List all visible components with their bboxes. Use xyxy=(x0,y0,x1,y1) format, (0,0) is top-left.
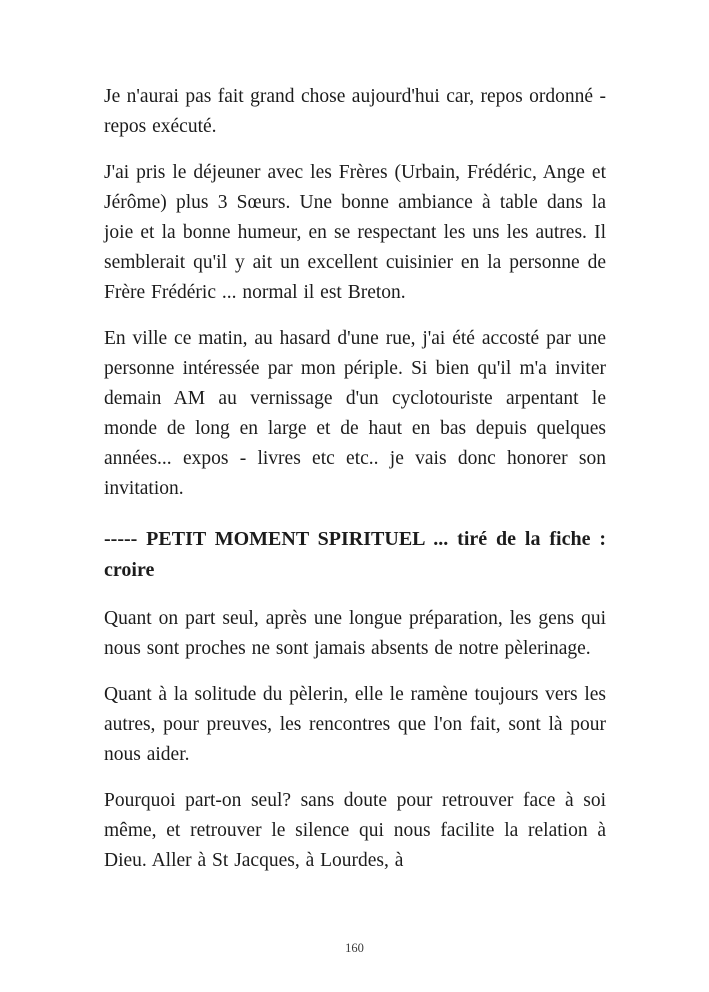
paragraph: Quant on part seul, après une longue préparation, les gens qui nous sont proches ne sont jamais absents de notre pèlerinage. xyxy=(104,608,606,659)
paragraph: Quant à la solitude du pèlerin, elle le ramène toujours vers les autres, pour preuves, les rencontres que l'on fait, sont là pour nous aider. xyxy=(104,684,606,765)
paragraph: Je n'aurai pas fait grand chose aujourd'hui car, repos ordonné - repos exécuté. xyxy=(104,86,606,137)
paragraph: Pourquoi part-on seul? sans doute pour retrouver face à soi même, et retrouver le silence qui nous facilite la relation à Dieu. Aller à St Jacques, à Lourdes, à xyxy=(104,790,606,871)
section-heading: ----- PETIT MOMENT SPIRITUEL ... tiré de la fiche : croire xyxy=(104,528,606,581)
paragraph: En ville ce matin, au hasard d'une rue, j'ai été accosté par une personne intéressée par mon périple. Si bien qu'il m'a inviter demain AM au vernissage d'un cyclotouriste arpentant le monde de long en large et de haut en bas depuis quelques années... expos - livres etc etc.. je vais donc honorer son invitation. xyxy=(104,328,606,499)
paragraph: J'ai pris le déjeuner avec les Frères (Urbain, Frédéric, Ange et Jérôme) plus 3 Sœurs. Une bonne ambiance à table dans la joie et la bonne humeur, en se respectant les uns les autres. Il semblerait qu'il y ait un excellent cuisinier en la personne de Frère Frédéric ... normal il est Breton. xyxy=(104,162,606,303)
text-block xyxy=(104,82,606,876)
page-number: 160 xyxy=(345,941,364,955)
